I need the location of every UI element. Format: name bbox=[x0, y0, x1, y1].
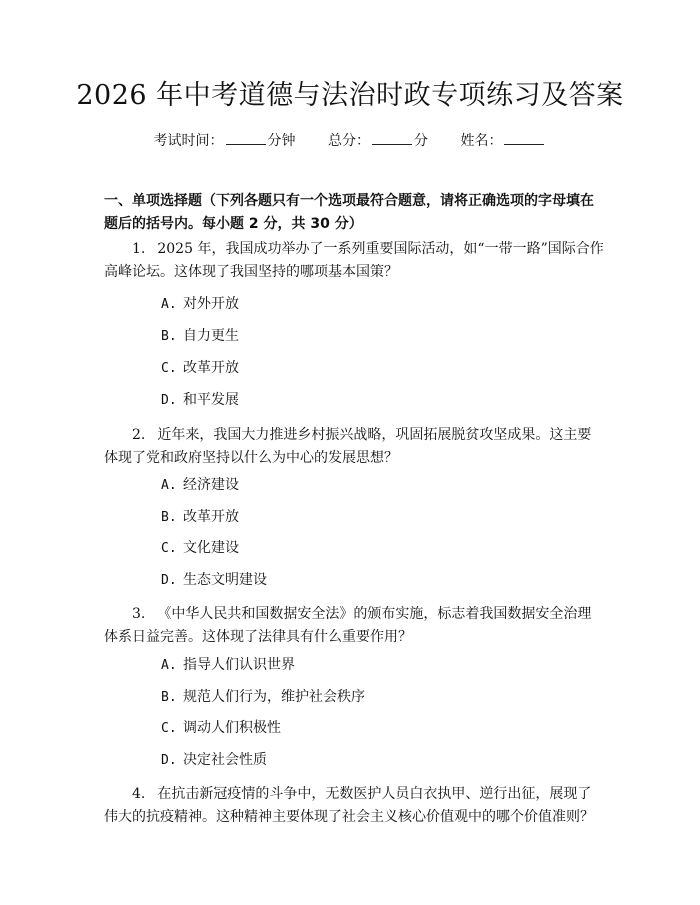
option-text: 改革开放 bbox=[183, 360, 239, 376]
question-text: 2025 年，我国成功举办了一系列重要国际活动，如“一带一路”国际合作高峰论坛。这体现了我国坚持的哪项基本国策？ bbox=[104, 241, 604, 280]
total-score-blank bbox=[372, 130, 412, 145]
option-letter: A. bbox=[161, 478, 177, 493]
total-score-unit: 分 bbox=[414, 133, 428, 149]
question-text: 近年来，我国大力推进乡村振兴战略，巩固拓展脱贫攻坚成果。这主要体现了党和政府坚持以什么为中心的发展思想？ bbox=[104, 427, 592, 466]
section-heading: 一、单项选择题（下列各题只有一个选项最符合题意，请将正确选项的字母填在题后的括号内。每小题 2 分，共 30 分） bbox=[104, 193, 594, 232]
option-letter: B. bbox=[161, 690, 177, 705]
option-text: 自力更生 bbox=[183, 328, 239, 344]
option-text: 决定社会性质 bbox=[183, 752, 267, 768]
option-2b bbox=[161, 507, 239, 528]
option-1b bbox=[161, 326, 239, 347]
option-text: 文化建设 bbox=[183, 540, 239, 556]
option-letter: C. bbox=[161, 541, 177, 556]
option-text: 和平发展 bbox=[183, 392, 239, 408]
exam-time-blank bbox=[226, 130, 266, 145]
total-score-label: 总分： bbox=[328, 133, 370, 149]
option-1a bbox=[161, 294, 239, 315]
option-letter: C. bbox=[161, 721, 177, 736]
option-letter: B. bbox=[161, 510, 177, 525]
option-3b bbox=[161, 687, 365, 708]
total-score-field bbox=[328, 130, 428, 152]
option-letter: D. bbox=[161, 753, 177, 768]
option-text: 改革开放 bbox=[183, 509, 239, 525]
exam-time-field bbox=[154, 130, 296, 152]
option-text: 指导人们认识世界 bbox=[183, 657, 295, 673]
question-number: 2. bbox=[132, 427, 146, 443]
option-letter: A. bbox=[161, 658, 177, 673]
exam-time-label: 考试时间： bbox=[153, 133, 224, 149]
option-3d bbox=[161, 750, 267, 771]
option-2a bbox=[161, 475, 239, 496]
question-text: 《中华人民共和国数据安全法》的颁布实施，标志着我国数据安全治理体系日益完善。这体现了法律具有什么重要作用？ bbox=[104, 606, 592, 645]
exam-time-unit: 分钟 bbox=[267, 133, 296, 149]
question-2 bbox=[104, 424, 604, 470]
name-field bbox=[460, 130, 546, 152]
option-3c bbox=[161, 718, 281, 739]
question-4 bbox=[104, 783, 604, 829]
option-letter: B. bbox=[161, 329, 177, 344]
option-1c bbox=[161, 358, 239, 379]
option-text: 对外开放 bbox=[183, 296, 239, 312]
option-2d bbox=[161, 570, 267, 591]
option-text: 生态文明建设 bbox=[183, 572, 267, 588]
option-text: 调动人们积极性 bbox=[183, 720, 281, 736]
question-text: 在抗击新冠疫情的斗争中，无数医护人员白衣执甲、逆行出征，展现了伟大的抗疫精神。这种精神主要体现了社会主义核心价值观中的哪个价值准则？ bbox=[104, 786, 594, 825]
question-number: 1. bbox=[132, 241, 146, 257]
document-title: 2026 年中考道德与法治时政专项练习及答案 bbox=[76, 80, 624, 111]
option-letter: D. bbox=[161, 573, 177, 588]
name-blank bbox=[504, 130, 544, 145]
option-1d bbox=[161, 390, 239, 411]
option-letter: D. bbox=[161, 393, 177, 408]
option-text: 规范人们行为，维护社会秩序 bbox=[183, 689, 365, 705]
question-number: 4. bbox=[132, 786, 146, 802]
question-number: 3. bbox=[132, 606, 146, 622]
name-label: 姓名： bbox=[460, 133, 503, 149]
option-letter: C. bbox=[161, 361, 177, 376]
option-3a bbox=[161, 655, 295, 676]
option-text: 经济建设 bbox=[183, 477, 239, 493]
exam-info-line bbox=[0, 130, 700, 152]
option-2c bbox=[161, 538, 239, 559]
option-letter: A. bbox=[161, 297, 177, 312]
question-1 bbox=[104, 238, 604, 284]
question-3 bbox=[104, 603, 604, 649]
